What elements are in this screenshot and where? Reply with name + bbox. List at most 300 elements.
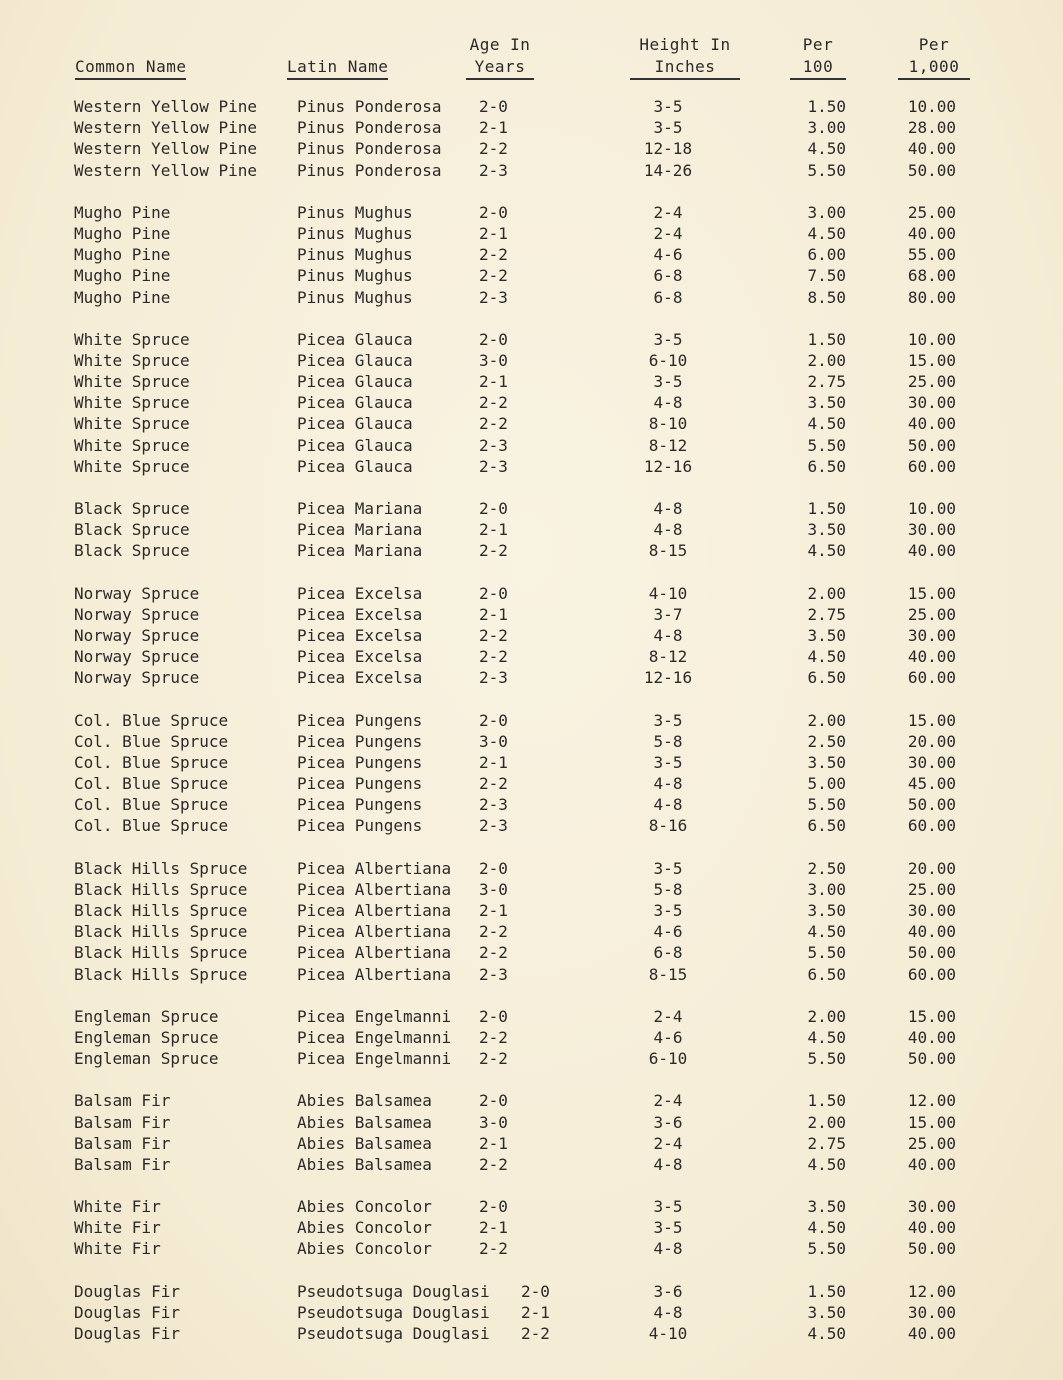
age-cell: 2-2 — [479, 1154, 508, 1174]
species-group — [0, 710, 1063, 837]
price-per-1000-cell: 60.00 — [907, 668, 956, 688]
header-per-100-line2: 100 — [790, 56, 846, 80]
table-row — [0, 625, 1063, 646]
table-row — [0, 202, 1063, 223]
common-name-cell: Mugho Pine — [74, 287, 171, 307]
height-cell: 4-10 — [648, 583, 688, 603]
common-name-cell: White Spruce — [74, 350, 190, 370]
price-list-body — [0, 96, 1063, 1365]
price-per-100-cell: 6.50 — [807, 668, 846, 688]
common-name-cell: White Spruce — [74, 329, 190, 349]
latin-name-cell: Picea Glauca — [297, 435, 413, 455]
latin-name-cell: Picea Pungens — [297, 816, 423, 836]
price-per-1000-cell: 15.00 — [907, 350, 956, 370]
age-cell: 2-2 — [479, 139, 508, 159]
price-per-100-cell: 2.00 — [807, 710, 846, 730]
species-group — [0, 583, 1063, 689]
height-cell: 2-4 — [653, 223, 683, 243]
latin-name-cell: Picea Mariana — [297, 541, 423, 561]
price-per-1000-cell: 55.00 — [907, 245, 956, 265]
age-cell: 2-0 — [479, 97, 508, 116]
table-row — [0, 392, 1063, 413]
common-name-cell: Norway Spruce — [74, 583, 200, 603]
age-cell: 2-2 — [479, 245, 508, 265]
latin-name-cell: Picea Mariana — [297, 499, 423, 518]
table-row — [0, 498, 1063, 519]
price-per-100-cell: 5.50 — [807, 1239, 846, 1259]
price-per-100-cell: 4.50 — [807, 223, 846, 243]
price-per-1000-cell: 40.00 — [907, 139, 956, 159]
header-per-100 — [790, 34, 846, 80]
latin-name-cell: Picea Excelsa — [297, 647, 423, 667]
price-per-1000-cell: 10.00 — [907, 97, 956, 116]
price-per-100-cell: 3.50 — [807, 393, 846, 413]
table-row — [0, 1090, 1063, 1111]
table-row — [0, 710, 1063, 731]
common-name-cell: Col. Blue Spruce — [74, 710, 229, 730]
table-row — [0, 371, 1063, 392]
header-age — [466, 34, 534, 80]
age-cell: 2-1 — [479, 520, 508, 540]
price-per-100-cell: 3.50 — [807, 1197, 846, 1217]
latin-name-cell: Picea Albertiana — [297, 943, 452, 963]
age-cell: 2-2 — [479, 541, 508, 561]
height-cell: 3-5 — [653, 329, 683, 349]
common-name-cell: Norway Spruce — [74, 668, 200, 688]
price-per-100-cell: 1.50 — [807, 1091, 846, 1111]
table-row — [0, 160, 1063, 181]
height-cell: 5-8 — [653, 879, 683, 899]
latin-name-cell: Pinus Ponderosa — [297, 160, 442, 180]
header-per-1000 — [898, 34, 970, 80]
height-cell: 3-5 — [653, 118, 683, 138]
price-per-100-cell: 3.50 — [807, 520, 846, 540]
table-row — [0, 456, 1063, 477]
height-cell: 6-10 — [648, 350, 688, 370]
species-group — [0, 329, 1063, 477]
price-per-1000-cell: 15.00 — [907, 710, 956, 730]
height-cell: 3-5 — [653, 97, 683, 116]
common-name-cell: White Spruce — [74, 393, 190, 413]
age-cell: 2-0 — [479, 1006, 508, 1026]
height-cell: 3-5 — [653, 1197, 683, 1217]
age-cell: 2-2 — [479, 1049, 508, 1069]
price-per-100-cell: 3.00 — [807, 879, 846, 899]
height-cell: 12-16 — [643, 668, 693, 688]
height-cell: 3-6 — [653, 1112, 683, 1132]
height-cell: 8-16 — [648, 816, 688, 836]
price-per-1000-cell: 10.00 — [907, 499, 956, 518]
header-per-1000-line1: Per — [918, 35, 950, 54]
table-row — [0, 731, 1063, 752]
latin-name-cell: Abies Balsamea — [297, 1112, 432, 1132]
common-name-cell: Norway Spruce — [74, 647, 200, 667]
latin-name-cell: Picea Albertiana — [297, 901, 452, 920]
table-row — [0, 858, 1063, 879]
latin-name-cell: Pinus Mughus — [297, 287, 413, 307]
species-group — [0, 202, 1063, 308]
table-row — [0, 1027, 1063, 1048]
latin-name-cell: Abies Concolor — [297, 1197, 432, 1217]
species-group — [0, 1090, 1063, 1175]
age-cell: 2-2 — [479, 414, 508, 434]
latin-name-cell: Picea Albertiana — [297, 964, 452, 984]
height-cell: 5-8 — [653, 731, 683, 751]
common-name-cell: Mugho Pine — [74, 223, 171, 243]
latin-name-cell: Picea Albertiana — [297, 922, 452, 942]
table-row — [0, 1154, 1063, 1175]
latin-name-cell: Pseudotsuga Douglasi — [297, 1324, 490, 1343]
header-latin-name-label: Latin Name — [287, 56, 388, 80]
price-per-1000-cell: 12.00 — [907, 1281, 956, 1301]
price-per-100-cell: 5.50 — [807, 435, 846, 455]
latin-name-cell: Pinus Ponderosa — [297, 97, 442, 116]
age-cell: 2-0 — [479, 858, 508, 878]
latin-name-cell: Picea Glauca — [297, 350, 413, 370]
common-name-cell: Norway Spruce — [74, 625, 200, 645]
latin-name-cell: Picea Excelsa — [297, 625, 423, 645]
header-latin-name — [287, 56, 388, 80]
height-cell: 14-26 — [643, 160, 693, 180]
table-row — [0, 815, 1063, 836]
latin-name-cell: Picea Pungens — [297, 710, 423, 730]
table-row — [0, 879, 1063, 900]
price-per-1000-cell: 10.00 — [907, 329, 956, 349]
latin-name-cell: Pinus Ponderosa — [297, 139, 442, 159]
age-cell: 2-0 — [479, 202, 508, 222]
common-name-cell: Douglas Fir — [74, 1302, 180, 1322]
table-row — [0, 1196, 1063, 1217]
age-cell: 3-0 — [479, 350, 508, 370]
height-cell: 3-5 — [653, 372, 683, 392]
height-cell: 4-6 — [653, 1027, 683, 1047]
table-row — [0, 604, 1063, 625]
price-per-100-cell: 1.50 — [807, 97, 846, 116]
price-per-1000-cell: 50.00 — [907, 943, 956, 963]
header-per-100-line1: Per — [802, 35, 834, 54]
latin-name-cell: Pinus Ponderosa — [297, 118, 442, 138]
price-per-1000-cell: 25.00 — [907, 202, 956, 222]
height-cell: 12-18 — [643, 139, 693, 159]
age-cell: 2-1 — [479, 223, 508, 243]
price-per-100-cell: 4.50 — [807, 922, 846, 942]
table-row — [0, 942, 1063, 963]
height-cell: 4-10 — [648, 1324, 688, 1343]
common-name-cell: Black Hills Spruce — [74, 901, 248, 920]
common-name-cell: Mugho Pine — [74, 202, 171, 222]
table-row — [0, 117, 1063, 138]
price-per-100-cell: 2.00 — [807, 1112, 846, 1132]
common-name-cell: Black Spruce — [74, 499, 190, 518]
latin-name-cell: Abies Balsamea — [297, 1133, 432, 1153]
common-name-cell: Balsam Fir — [74, 1091, 171, 1111]
age-cell: 2-3 — [479, 668, 508, 688]
common-name-cell: Western Yellow Pine — [74, 139, 258, 159]
species-group — [0, 96, 1063, 181]
common-name-cell: Balsam Fir — [74, 1133, 171, 1153]
price-per-100-cell: 3.50 — [807, 625, 846, 645]
age-cell: 2-0 — [479, 329, 508, 349]
age-cell: 2-3 — [479, 456, 508, 476]
age-cell: 2-3 — [479, 160, 508, 180]
price-per-100-cell: 2.00 — [807, 583, 846, 603]
price-per-100-cell: 5.50 — [807, 160, 846, 180]
height-cell: 4-8 — [653, 1239, 683, 1259]
latin-name-cell: Picea Pungens — [297, 752, 423, 772]
price-per-1000-cell: 80.00 — [907, 287, 956, 307]
price-per-100-cell: 4.50 — [807, 1324, 846, 1343]
table-row — [0, 96, 1063, 117]
age-cell: 2-2 — [479, 625, 508, 645]
price-per-100-cell: 4.50 — [807, 1154, 846, 1174]
height-cell: 4-8 — [653, 520, 683, 540]
header-per-1000-line2: 1,000 — [898, 56, 970, 80]
height-cell: 8-10 — [648, 414, 688, 434]
price-per-1000-cell: 28.00 — [907, 118, 956, 138]
common-name-cell: Col. Blue Spruce — [74, 731, 229, 751]
price-per-100-cell: 6.50 — [807, 964, 846, 984]
height-cell: 3-5 — [653, 858, 683, 878]
price-per-1000-cell: 15.00 — [907, 1006, 956, 1026]
common-name-cell: Engleman Spruce — [74, 1027, 219, 1047]
height-cell: 3-5 — [653, 752, 683, 772]
height-cell: 4-6 — [653, 245, 683, 265]
age-cell: 2-2 — [479, 1027, 508, 1047]
height-cell: 8-15 — [648, 541, 688, 561]
height-cell: 4-8 — [653, 625, 683, 645]
height-cell: 3-7 — [653, 604, 683, 624]
price-per-1000-cell: 50.00 — [907, 160, 956, 180]
common-name-cell: Col. Blue Spruce — [74, 795, 229, 815]
price-per-100-cell: 5.50 — [807, 795, 846, 815]
height-cell: 4-8 — [653, 1302, 683, 1322]
price-per-1000-cell: 30.00 — [907, 1302, 956, 1322]
latin-name-cell: Picea Glauca — [297, 393, 413, 413]
table-row — [0, 138, 1063, 159]
price-per-100-cell: 3.50 — [807, 752, 846, 772]
table-header — [0, 30, 1063, 82]
price-per-1000-cell: 50.00 — [907, 1049, 956, 1069]
table-row — [0, 1302, 1063, 1323]
table-row — [0, 350, 1063, 371]
height-cell: 6-8 — [653, 287, 683, 307]
latin-name-cell: Abies Balsamea — [297, 1154, 432, 1174]
latin-name-cell: Picea Glauca — [297, 329, 413, 349]
price-per-1000-cell: 30.00 — [907, 625, 956, 645]
table-row — [0, 900, 1063, 921]
latin-name-cell: Picea Glauca — [297, 456, 413, 476]
price-per-1000-cell: 20.00 — [907, 858, 956, 878]
header-age-line2: Years — [466, 56, 534, 80]
age-cell: 2-1 — [521, 1302, 550, 1322]
latin-name-cell: Pinus Mughus — [297, 245, 413, 265]
latin-name-cell: Picea Pungens — [297, 731, 423, 751]
table-row — [0, 667, 1063, 688]
price-per-1000-cell: 30.00 — [907, 752, 956, 772]
price-per-1000-cell: 68.00 — [907, 266, 956, 286]
price-per-1000-cell: 25.00 — [907, 1133, 956, 1153]
latin-name-cell: Picea Excelsa — [297, 604, 423, 624]
common-name-cell: Col. Blue Spruce — [74, 752, 229, 772]
height-cell: 4-8 — [653, 795, 683, 815]
price-per-100-cell: 1.50 — [807, 1281, 846, 1301]
common-name-cell: White Spruce — [74, 435, 190, 455]
latin-name-cell: Picea Mariana — [297, 520, 423, 540]
common-name-cell: Black Spruce — [74, 520, 190, 540]
common-name-cell: Mugho Pine — [74, 266, 171, 286]
latin-name-cell: Picea Glauca — [297, 414, 413, 434]
price-per-100-cell: 2.75 — [807, 604, 846, 624]
height-cell: 2-4 — [653, 202, 683, 222]
age-cell: 2-2 — [479, 943, 508, 963]
latin-name-cell: Pinus Mughus — [297, 266, 413, 286]
price-per-1000-cell: 40.00 — [907, 1154, 956, 1174]
price-per-1000-cell: 50.00 — [907, 795, 956, 815]
latin-name-cell: Abies Concolor — [297, 1218, 432, 1238]
species-group — [0, 1006, 1063, 1070]
price-per-100-cell: 3.00 — [807, 118, 846, 138]
price-per-100-cell: 6.00 — [807, 245, 846, 265]
common-name-cell: Engleman Spruce — [74, 1049, 219, 1069]
table-row — [0, 921, 1063, 942]
common-name-cell: Western Yellow Pine — [74, 160, 258, 180]
table-row — [0, 329, 1063, 350]
price-per-1000-cell: 50.00 — [907, 1239, 956, 1259]
height-cell: 4-8 — [653, 393, 683, 413]
table-row — [0, 1112, 1063, 1133]
height-cell: 8-15 — [648, 964, 688, 984]
height-cell: 6-8 — [653, 266, 683, 286]
price-per-1000-cell: 40.00 — [907, 922, 956, 942]
price-per-100-cell: 2.00 — [807, 1006, 846, 1026]
age-cell: 2-3 — [479, 964, 508, 984]
table-row — [0, 519, 1063, 540]
common-name-cell: Western Yellow Pine — [74, 97, 258, 116]
price-per-1000-cell: 12.00 — [907, 1091, 956, 1111]
latin-name-cell: Abies Balsamea — [297, 1091, 432, 1111]
height-cell: 3-6 — [653, 1281, 683, 1301]
price-per-100-cell: 4.50 — [807, 647, 846, 667]
age-cell: 2-2 — [479, 647, 508, 667]
height-cell: 12-16 — [643, 456, 693, 476]
price-per-1000-cell: 30.00 — [907, 1197, 956, 1217]
table-row — [0, 287, 1063, 308]
species-group — [0, 1196, 1063, 1260]
age-cell: 2-2 — [479, 393, 508, 413]
height-cell: 8-12 — [648, 435, 688, 455]
table-row — [0, 752, 1063, 773]
height-cell: 3-5 — [653, 901, 683, 920]
table-row — [0, 773, 1063, 794]
height-cell: 2-4 — [653, 1091, 683, 1111]
age-cell: 2-2 — [479, 1239, 508, 1259]
common-name-cell: Engleman Spruce — [74, 1006, 219, 1026]
age-cell: 2-3 — [479, 287, 508, 307]
price-per-100-cell: 3.50 — [807, 1302, 846, 1322]
price-per-100-cell: 5.00 — [807, 774, 846, 794]
price-per-1000-cell: 15.00 — [907, 1112, 956, 1132]
header-common-name — [75, 56, 186, 80]
species-group — [0, 1281, 1063, 1345]
price-per-1000-cell: 20.00 — [907, 731, 956, 751]
species-group — [0, 858, 1063, 985]
height-cell: 2-4 — [653, 1006, 683, 1026]
latin-name-cell: Picea Albertiana — [297, 879, 452, 899]
table-row — [0, 435, 1063, 456]
price-per-1000-cell: 40.00 — [907, 1027, 956, 1047]
age-cell: 2-2 — [479, 774, 508, 794]
latin-name-cell: Pseudotsuga Douglasi — [297, 1302, 490, 1322]
table-row — [0, 1006, 1063, 1027]
age-cell: 2-2 — [479, 922, 508, 942]
age-cell: 2-1 — [479, 118, 508, 138]
price-per-100-cell: 1.50 — [807, 499, 846, 518]
table-row — [0, 1238, 1063, 1259]
table-row — [0, 1048, 1063, 1069]
common-name-cell: White Spruce — [74, 414, 190, 434]
table-row — [0, 583, 1063, 604]
height-cell: 4-8 — [653, 499, 683, 518]
common-name-cell: Col. Blue Spruce — [74, 816, 229, 836]
age-cell: 2-3 — [479, 816, 508, 836]
age-cell: 2-0 — [521, 1281, 550, 1301]
height-cell: 3-5 — [653, 1218, 683, 1238]
header-age-line1: Age In — [469, 35, 531, 54]
price-per-100-cell: 3.50 — [807, 901, 846, 920]
latin-name-cell: Picea Albertiana — [297, 858, 452, 878]
latin-name-cell: Picea Pungens — [297, 774, 423, 794]
price-per-100-cell: 4.50 — [807, 1218, 846, 1238]
price-per-1000-cell: 25.00 — [907, 879, 956, 899]
common-name-cell: Col. Blue Spruce — [74, 774, 229, 794]
price-per-1000-cell: 60.00 — [907, 816, 956, 836]
table-row — [0, 223, 1063, 244]
latin-name-cell: Pseudotsuga Douglasi — [297, 1281, 490, 1301]
height-cell: 4-6 — [653, 922, 683, 942]
age-cell: 2-0 — [479, 710, 508, 730]
latin-name-cell: Pinus Mughus — [297, 202, 413, 222]
price-per-1000-cell: 40.00 — [907, 541, 956, 561]
common-name-cell: Black Hills Spruce — [74, 922, 248, 942]
price-per-100-cell: 4.50 — [807, 541, 846, 561]
common-name-cell: Black Hills Spruce — [74, 943, 248, 963]
common-name-cell: Douglas Fir — [74, 1281, 180, 1301]
price-per-100-cell: 5.50 — [807, 943, 846, 963]
price-per-100-cell: 5.50 — [807, 1049, 846, 1069]
table-row — [0, 244, 1063, 265]
price-per-100-cell: 3.00 — [807, 202, 846, 222]
price-per-100-cell: 6.50 — [807, 456, 846, 476]
common-name-cell: Balsam Fir — [74, 1112, 171, 1132]
table-row — [0, 964, 1063, 985]
age-cell: 2-3 — [479, 435, 508, 455]
price-per-100-cell: 1.50 — [807, 329, 846, 349]
age-cell: 2-2 — [479, 266, 508, 286]
age-cell: 2-3 — [479, 795, 508, 815]
common-name-cell: Black Spruce — [74, 541, 190, 561]
price-per-1000-cell: 40.00 — [907, 1324, 956, 1343]
age-cell: 3-0 — [479, 1112, 508, 1132]
common-name-cell: Black Hills Spruce — [74, 858, 248, 878]
price-per-100-cell: 8.50 — [807, 287, 846, 307]
header-height-line1: Height In — [639, 35, 731, 54]
common-name-cell: Mugho Pine — [74, 245, 171, 265]
common-name-cell: Black Hills Spruce — [74, 879, 248, 899]
latin-name-cell: Picea Engelmanni — [297, 1006, 452, 1026]
table-row — [0, 794, 1063, 815]
price-per-1000-cell: 60.00 — [907, 964, 956, 984]
latin-name-cell: Picea Pungens — [297, 795, 423, 815]
